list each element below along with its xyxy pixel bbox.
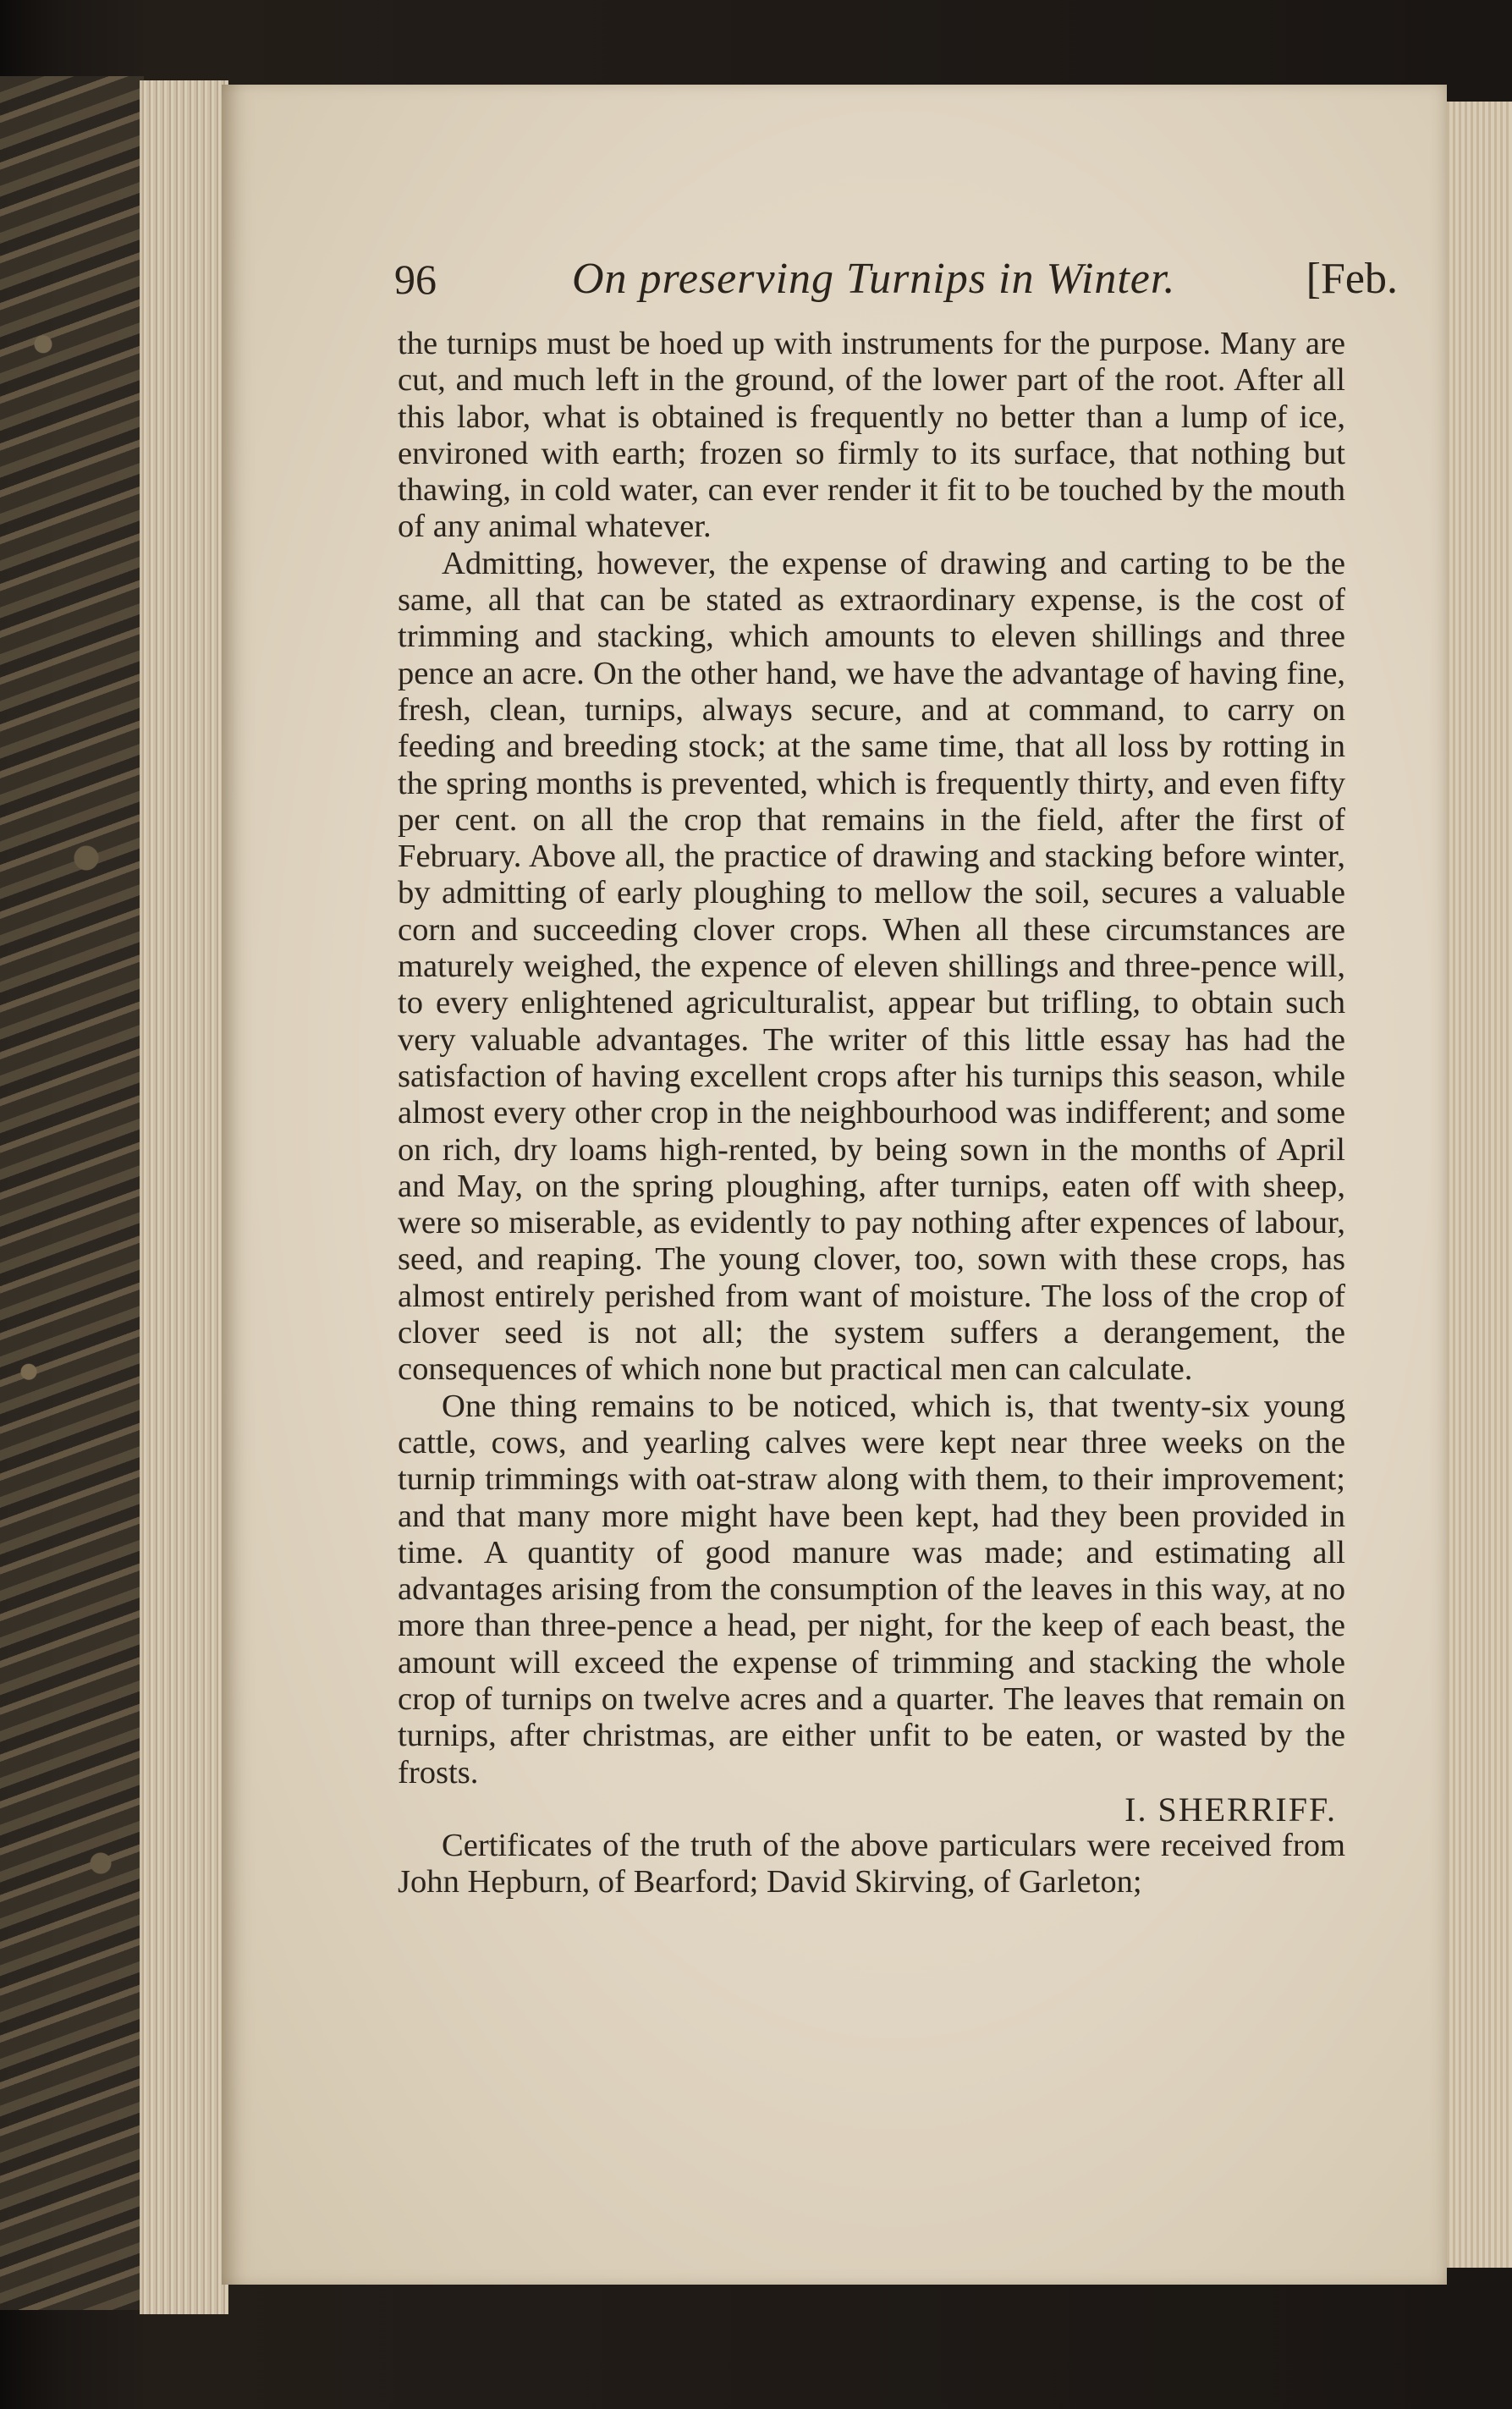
paragraph-3: One thing remains to be noticed, which is, that twenty-six young cattle, cows, and yearling calves were kept near three weeks on the turnip trimmings with oat-straw along with them, to their improvement; and that many more might have been kept, had they been provided in time. A quantity of good manure was made; and estimating all advantages arising from the consumption of the leaves in this way, at no more than three-pence a head, per night, for the keep of each beast, the amount will exceed the expense of trimming and stacking the whole crop of turnips on twelve acres and a quarter. The leaves that remain on turnips, after christmas, are either unfit to be eaten, or wasted by the frosts. — [398, 1388, 1345, 1790]
paragraph-2: Admitting, however, the expense of drawing and carting to be the same, all that can be stated as extraordinary expense, is the cost of trimming and stacking, which amounts to eleven shillings and three pence an acre. On the other hand, we have the advantage of having fine, fresh, clean, turnips, always secure, and at command, to carry on feeding and breeding stock; at the same time, that all loss by rotting in the spring months is prevented, which is frequently thirty, and even fifty per cent. on all the crop that remains in the field, after the first of February. Above all, the practice of drawing and stacking before winter, by admitting of early ploughing to mellow the soil, secures a valuable corn and succeeding clover crops. When all these circumstances are maturely weighed, the expence of eleven shillings and three-pence will, to every enlightened agriculturalist, appear but trifling, to obtain such very valuable advantages. The writer of this little essay has had the satisfaction of having excellent crops after his turnips this season, while almost every other crop in the neighbourhood was indifferent; and some on rich, dry loams high-rented, by being sown in the months of April and May, on the spring ploughing, after turnips, eaten off with sheep, were so miserable, as evidently to pay nothing after expences of labour, seed, and reaping. The young clover, too, sown with these crops, has almost entirely perished from want of moisture. The loss of the crop of clover seed is not all; the system suffers a derangement, the consequences of which none but practical men can calculate. — [398, 545, 1345, 1388]
page-number: 96 — [394, 256, 437, 303]
closing-paragraph: Certificates of the truth of the above particulars were received from John Hepburn, of Bearford; David Skirving, of Garleton; — [398, 1828, 1345, 1900]
header-month: [Feb. — [1306, 255, 1398, 303]
paragraph-1: the turnips must be hoed up with instruments for the purpose. Many are cut, and much left in the ground, of the lower part of the root. After all this labor, what is obtained is frequently no better than a lump of ice, environed with earth; frozen so firmly to its surface, that nothing but thawing, in cold water, can ever render it fit to be touched by the mouth of any animal whatever. — [398, 326, 1345, 545]
body-text — [398, 326, 1345, 1901]
page-header — [394, 245, 1398, 313]
running-title: On preserving Turnips in Winter. — [572, 255, 1176, 303]
marbled-endpaper — [0, 76, 144, 2310]
page-edges-right — [1443, 102, 1512, 2268]
author-signature: I. SHERRIFF. — [1124, 1790, 1337, 1829]
page-edges-left — [140, 80, 228, 2314]
